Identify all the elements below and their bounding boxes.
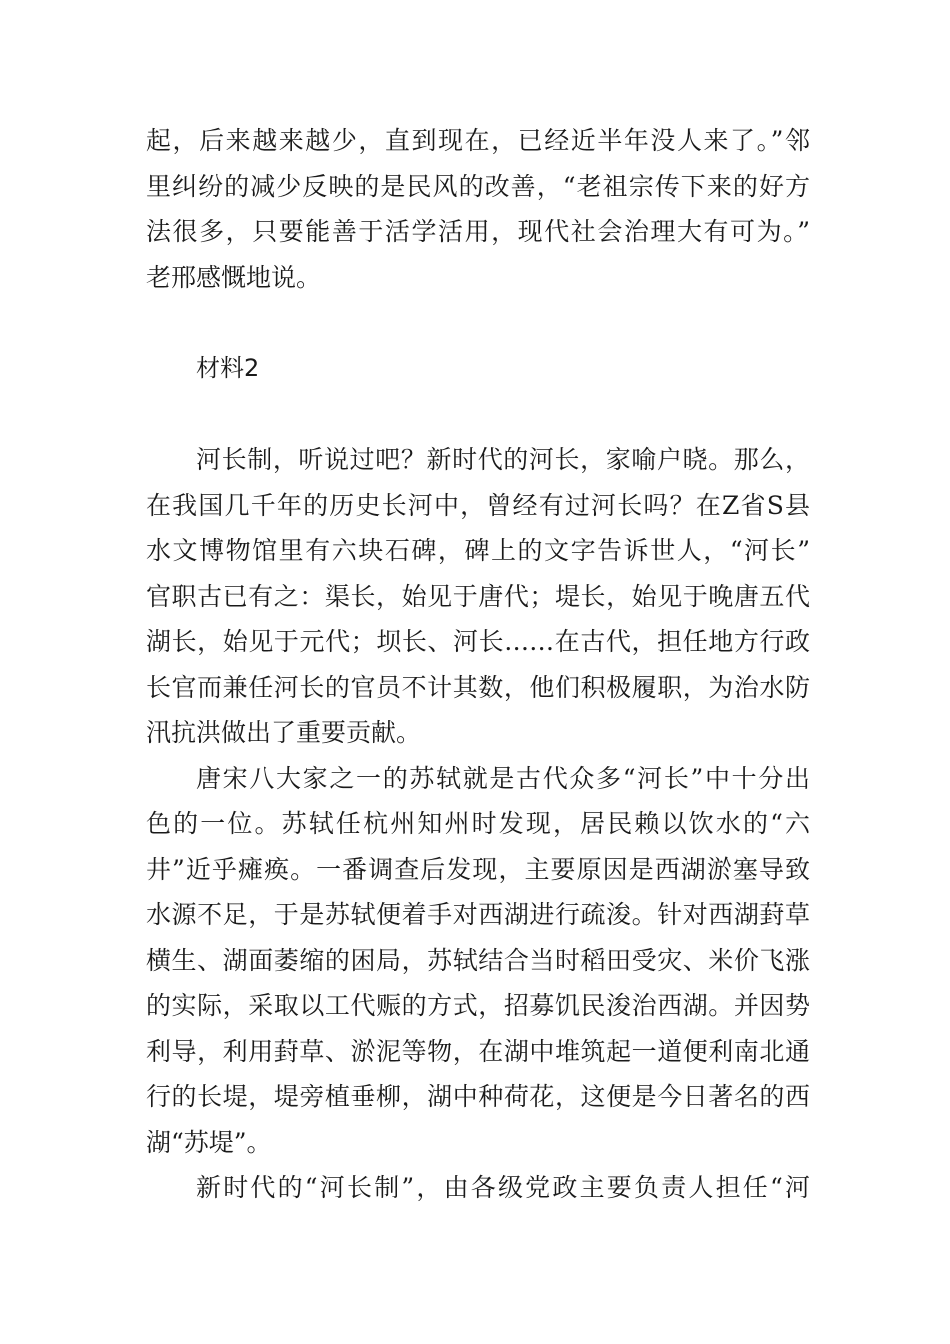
text-line: 长官而兼任河长的官员不计其数，他们积极履职，为治水防 [146, 672, 810, 702]
text-line: 色的一位。苏轼任杭州知州时发现，居民赖以饮水的“六 [146, 809, 810, 838]
text-line: 水源不足，于是苏轼便着手对西湖进行疏浚。针对西湖葑草 [146, 900, 810, 929]
text-line: 法很多，只要能善于活学活用，现代社会治理大有可为。” [146, 217, 810, 246]
text-line: 湖“苏堤”。 [146, 1127, 272, 1157]
text-line: 井”近乎瘫痪。一番调查后发现，主要原因是西湖淤塞导致 [146, 854, 810, 884]
text-line: 老邢感慨地说。 [146, 262, 322, 292]
section-heading: 材料2 [196, 354, 260, 382]
text-line: 汛抗洪做出了重要贡献。 [146, 718, 422, 747]
paragraph-su-shi [146, 756, 810, 1166]
text-line: 起，后来越来越少，直到现在，已经近半年没人来了。”邻 [146, 126, 810, 155]
text-line: 水文博物馆里有六块石碑，碑上的文字告诉世人，“河长” [146, 536, 810, 565]
text-line: 新时代的“河长制”，由各级党政主要负责人担任“河 [196, 1173, 810, 1202]
paragraph-intro [146, 118, 810, 300]
text-line: 的实际，采取以工代赈的方式，招募饥民浚治西湖。并因势 [146, 991, 810, 1020]
text-line: 横生、湖面萎缩的困局，苏轼结合当时稻田受灾、米价飞涨 [146, 945, 810, 975]
text-line: 湖长，始见于元代；坝长、河长……在古代，担任地方行政 [146, 627, 810, 656]
text-line: 利导，利用葑草、淤泥等物，在湖中堆筑起一道便利南北通 [146, 1036, 810, 1066]
text-line: 在我国几千年的历史长河中，曾经有过河长吗？在Z省S县 [146, 490, 810, 520]
text-line: 官职古已有之：渠长，始见于唐代；堤长，始见于晚唐五代 [146, 581, 810, 611]
document-page [146, 118, 810, 1211]
paragraph-river-chief-history [146, 437, 810, 756]
text-line: 行的长堤，堤旁植垂柳，湖中种荷花，这便是今日著名的西 [146, 1082, 810, 1111]
text-line: 河长制，听说过吧？新时代的河长，家喻户晓。那么， [196, 445, 810, 474]
paragraph-new-era-river-chief [146, 1165, 810, 1211]
text-line: 里纠纷的减少反映的是民风的改善，“老祖宗传下来的好方 [146, 171, 810, 201]
text-line: 唐宋八大家之一的苏轼就是古代众多“河长”中十分出 [196, 763, 810, 793]
